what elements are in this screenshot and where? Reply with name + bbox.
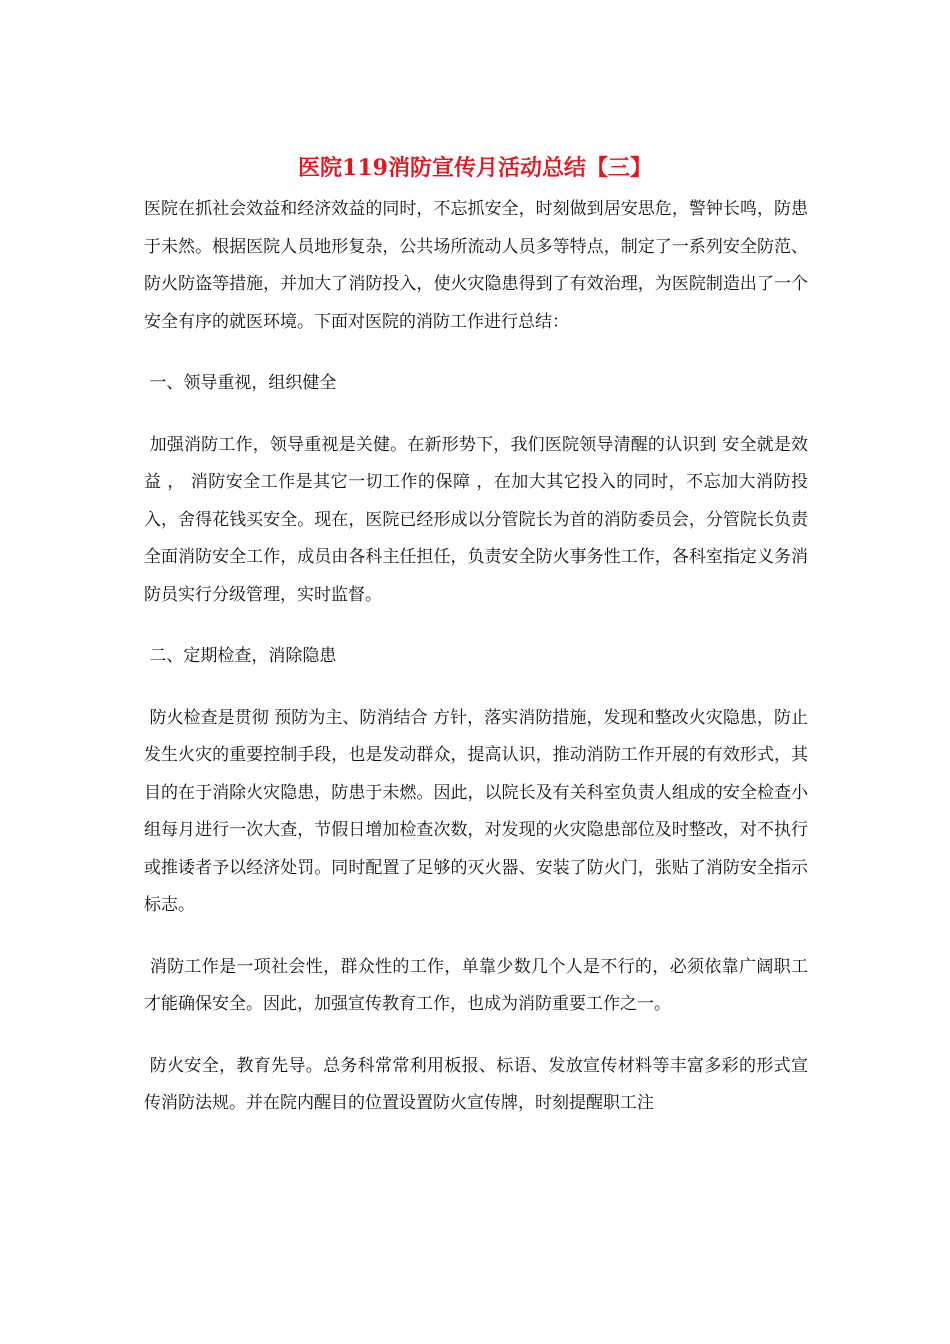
document-title: 医院119消防宣传月活动总结【三】 <box>298 155 652 181</box>
paragraph-gap <box>144 925 808 949</box>
section-2-paragraph: 防火检查是贯彻 预防为主、防消结合 方针，落实消防措施，发现和整改火灾隐患，防止发生火灾的重要控制手段，也是发动群众，提高认识，推动消防工作开展的有效形式，其目的在于消除火灾隐患，防患于未燃。因此，以院长及有关科室负责人组成的安全检查小组每月进行一次大查，节假日增加检查次数，对发现的火灾隐患部位及时整改，对不执行或推诿者予以经济处罚。同时配置了足够的灭火器、安装了防火门，张贴了消防安全指示标志。 <box>144 707 808 915</box>
education-paragraph: 防火安全，教育先导。总务科常常利用板报、标语、发放宣传材料等丰富多彩的形式宣传消防法规。并在院内醒目的位置设置防火宣传牌，时刻提醒职工注 <box>144 1055 809 1113</box>
publicity-paragraph: 消防工作是一项社会性，群众性的工作，单靠少数几个人是不行的，必须依靠广阔职工才能确保安全。因此，加强宣传教育工作，也成为消防重要工作之一。 <box>144 956 809 1014</box>
section-heading-2: 二、定期检查，消除隐患 <box>144 646 337 666</box>
intro-paragraph: 医院在抓社会效益和经济效益的同时，不忘抓安全，时刻做到居安思危，警钟长鸣，防患于未然。根据医院人员地形复杂，公共场所流动人员多等特点，制定了一系列安全防范、防火防盗等措施，并加大了消防投入，使火灾隐患得到了有效治理，为医院制造出了一个安全有序的就医环境。下面对医院的消防工作进行总结： <box>144 199 808 332</box>
section-1-paragraph: 加强消防工作，领导重视是关健。在新形势下，我们医院领导清醒的认识到 安全就是效益 ， 消防安全工作是其它一切工作的保障 ，在加大其它投入的同时，不忘加大消防投入，舍得花钱买安全。现在，医院已经形成以分管院长为首的消防委员会，分管院长负责全面消防安全工作，成员由各科主任担任，负责安全防火事务性工作，各科室指定义务消防员实行分级管理，实时监督。 <box>144 434 808 605</box>
paragraph-gap <box>144 676 808 700</box>
document-body <box>144 191 808 1123</box>
section-heading-1: 一、领导重视，组织健全 <box>144 373 337 393</box>
paragraph-gap <box>144 403 808 427</box>
paragraph-gap <box>144 614 808 638</box>
paragraph-gap <box>144 341 808 365</box>
paragraph-gap <box>144 1024 808 1048</box>
